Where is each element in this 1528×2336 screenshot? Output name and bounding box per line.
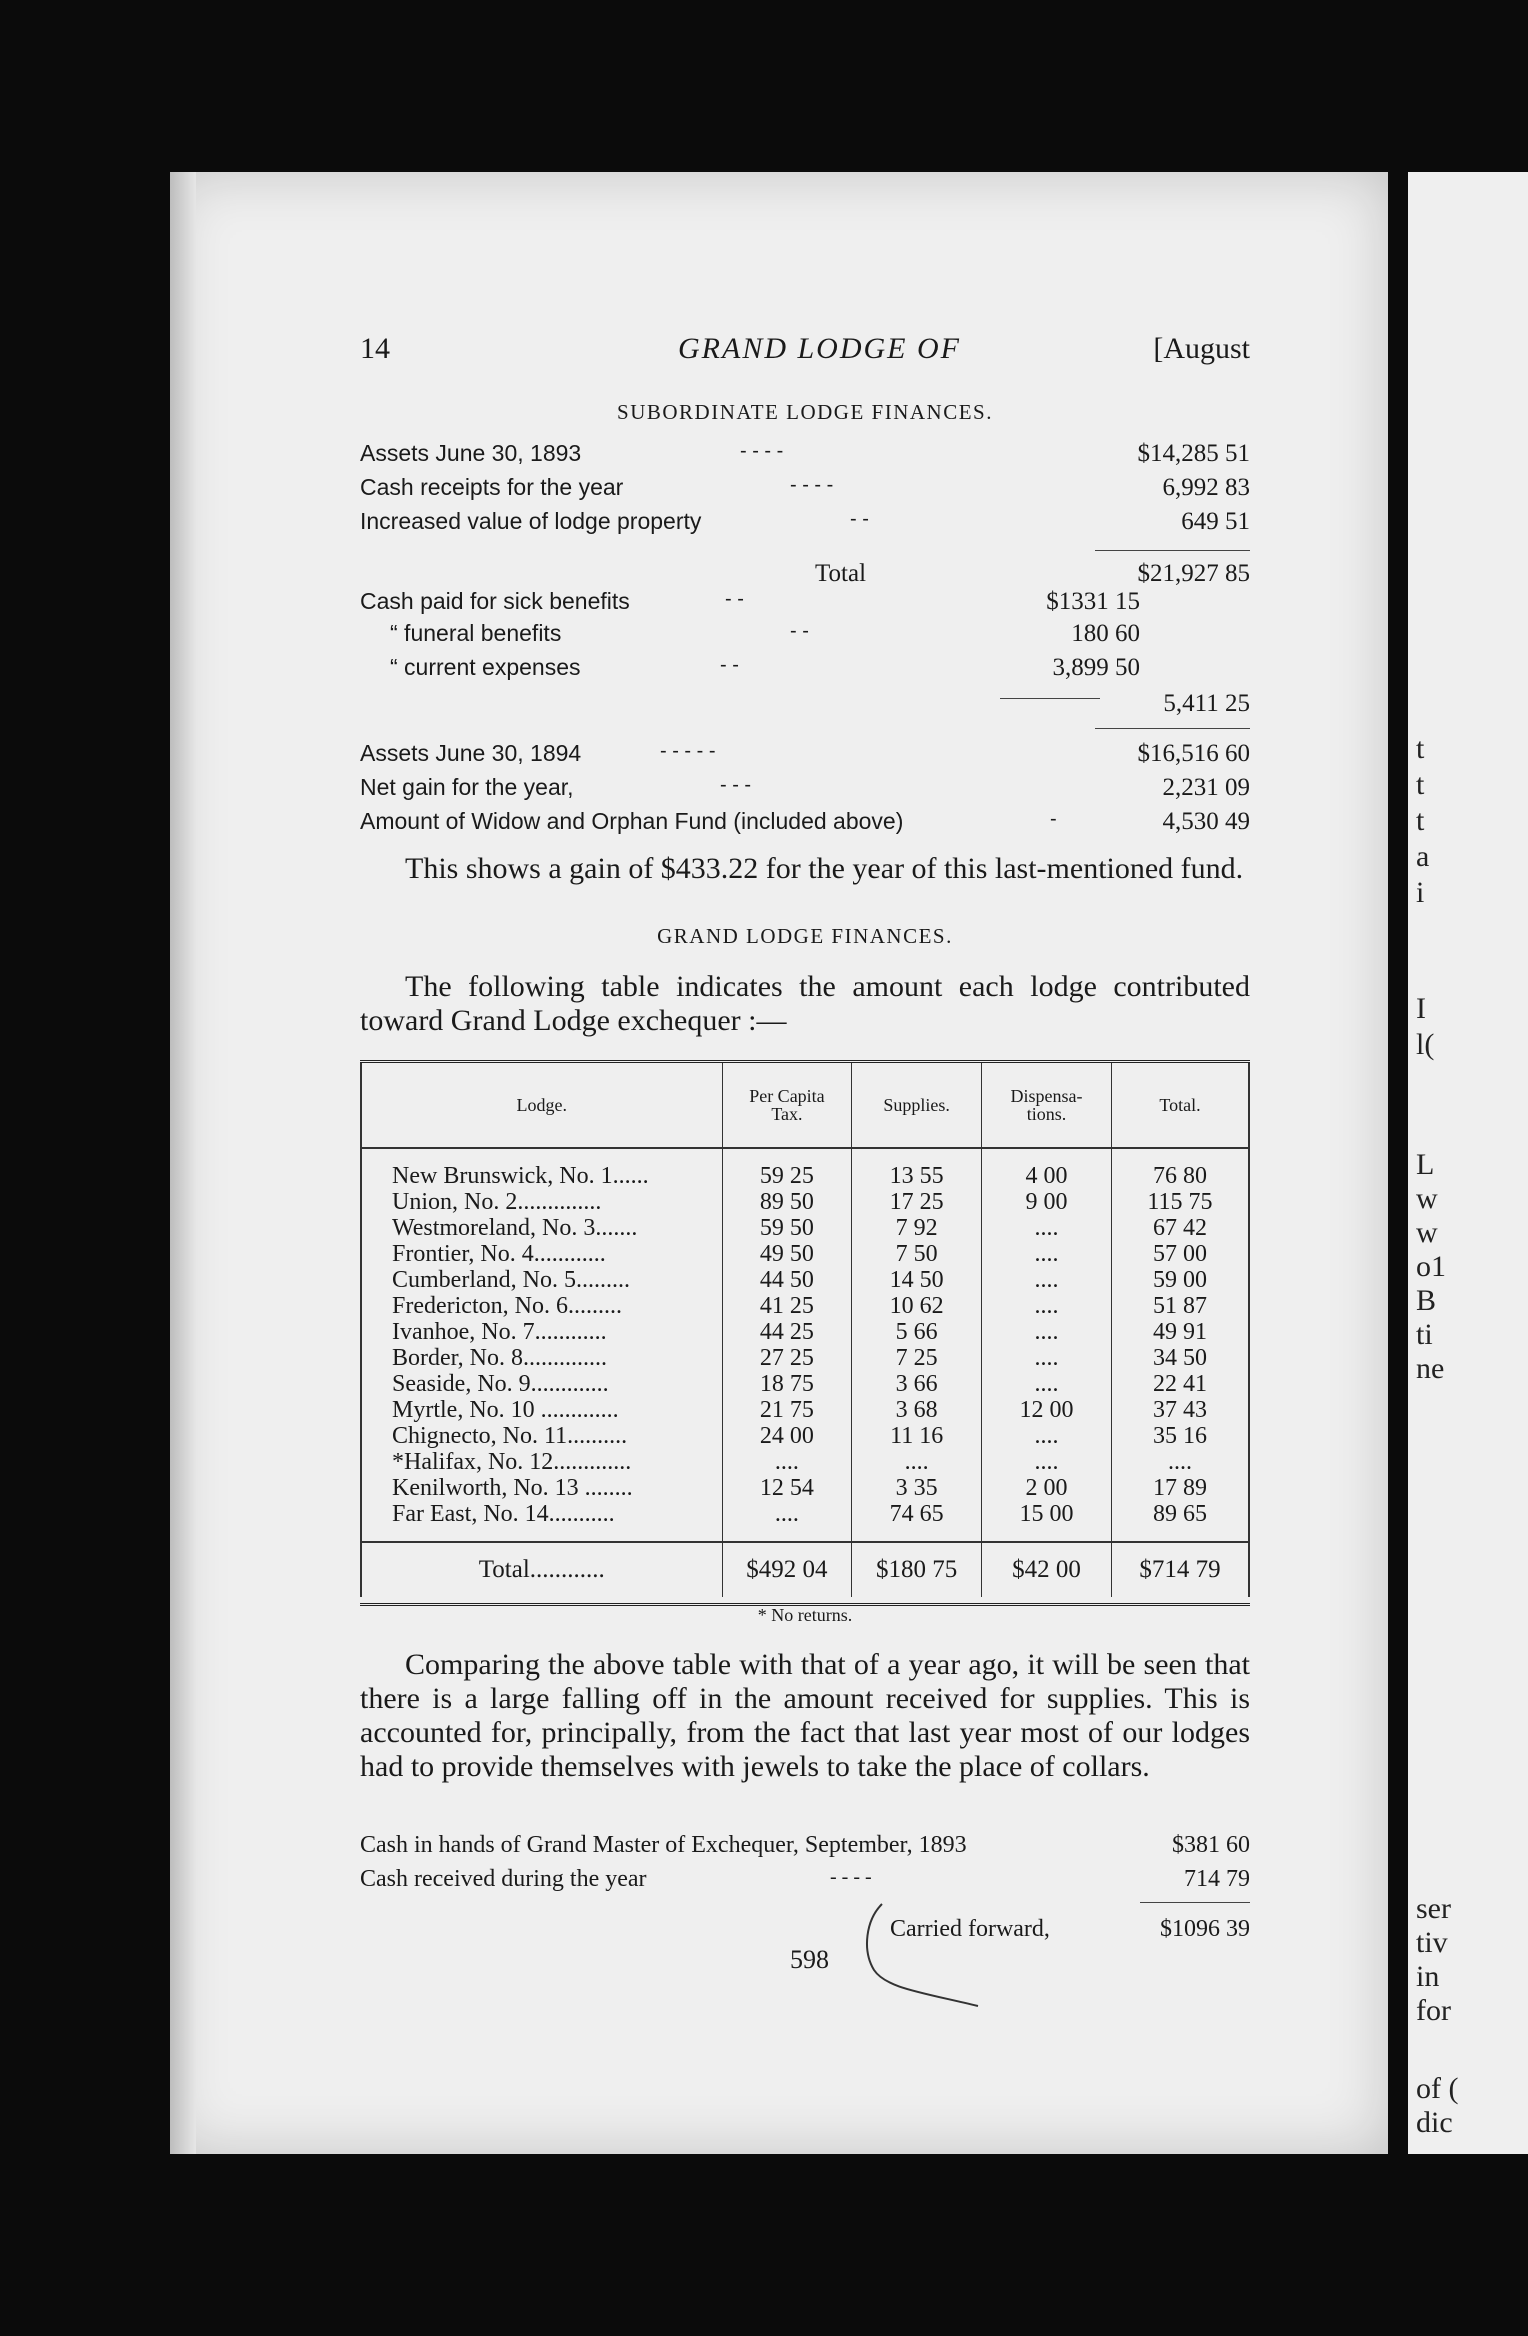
per-capita-tax: 49 50	[722, 1241, 852, 1267]
sum-rule	[1095, 728, 1250, 729]
facing-page-fragment: o1	[1416, 1250, 1446, 1283]
paid-row	[360, 620, 1250, 652]
lodge-total: 49 91	[1111, 1319, 1249, 1345]
facing-page-fragment: t	[1416, 804, 1425, 837]
lodge-total: ....	[1111, 1449, 1249, 1475]
dispensations: 12 00	[982, 1397, 1112, 1423]
supplies: 10 62	[852, 1293, 982, 1319]
per-capita-tax: 59 50	[722, 1215, 852, 1241]
finance-label: Net gain for the year,	[360, 774, 574, 800]
grand-total: $714 79	[1111, 1542, 1249, 1597]
supplies: 11 16	[852, 1423, 982, 1449]
facing-page-fragment: w	[1416, 1182, 1438, 1215]
section-title-subordinate: SUBORDINATE LODGE FINANCES.	[617, 400, 993, 424]
paid-row	[360, 588, 1250, 620]
lodge-total: 17 89	[1111, 1475, 1249, 1501]
lodge-total: 89 65	[1111, 1501, 1249, 1542]
leader-dashes: - - - - -	[660, 740, 716, 762]
column-header: Total.	[1111, 1063, 1249, 1148]
leader-dashes: - - -	[720, 774, 752, 796]
page-number: 14	[360, 332, 390, 365]
per-capita-tax: 41 25	[722, 1293, 852, 1319]
table-row	[361, 1293, 1249, 1319]
table-row	[361, 1423, 1249, 1449]
table-row	[361, 1319, 1249, 1345]
per-capita-tax: 18 75	[722, 1371, 852, 1397]
supplies: ....	[852, 1449, 982, 1475]
facing-page-fragment: B	[1416, 1284, 1437, 1317]
lodge-name: *Halifax, No. 12.............	[361, 1449, 722, 1475]
per-capita-tax: 21 75	[722, 1397, 852, 1423]
supplies: 7 25	[852, 1345, 982, 1371]
lodge-name: Union, No. 2..............	[361, 1189, 722, 1215]
finance-row	[360, 440, 1250, 472]
lodge-name: Border, No. 8..............	[361, 1345, 722, 1371]
lodge-name: Seaside, No. 9.............	[361, 1371, 722, 1397]
folio-number: 598	[790, 1945, 829, 1974]
facing-page-fragment: i	[1416, 876, 1425, 909]
table-row	[361, 1241, 1249, 1267]
supplies: 74 65	[852, 1501, 982, 1542]
lodge-total: 57 00	[1111, 1241, 1249, 1267]
table-row	[361, 1189, 1249, 1215]
cash-amount: $381 60	[1172, 1832, 1250, 1858]
per-capita-tax: 27 25	[722, 1345, 852, 1371]
column-header: Supplies.	[852, 1063, 982, 1148]
per-capita-tax: ....	[722, 1449, 852, 1475]
facing-page-fragment: ser	[1416, 1892, 1451, 1925]
carried-forward-amount: $1096 39	[1160, 1916, 1250, 1942]
carried-forward-label: Carried forward,	[890, 1916, 1050, 1942]
finance-label: Assets June 30, 1893	[360, 440, 582, 466]
lodge-total: 67 42	[1111, 1215, 1249, 1241]
leader-dashes: - -	[725, 588, 744, 610]
finance-amount: $16,516 60	[1137, 740, 1250, 767]
dispensations: ....	[982, 1423, 1112, 1449]
dispensations: 15 00	[982, 1501, 1112, 1542]
lodge-name: Far East, No. 14...........	[361, 1501, 722, 1542]
supplies: 7 92	[852, 1215, 982, 1241]
page-gutter-shadow	[170, 172, 196, 2154]
sum-rule	[1095, 550, 1250, 551]
lodge-name: Fredericton, No. 6.........	[361, 1293, 722, 1319]
per-capita-tax: 12 54	[722, 1475, 852, 1501]
running-month: [August	[1153, 332, 1250, 365]
dispensations: ....	[982, 1293, 1112, 1319]
lodge-total: 59 00	[1111, 1267, 1249, 1293]
lodge-total: 35 16	[1111, 1423, 1249, 1449]
column-header: Per Capita Tax.	[722, 1063, 852, 1148]
lodge-contributions-table	[360, 1060, 1250, 1606]
paid-label: “ current expenses	[390, 654, 581, 680]
facing-page-fragment: a	[1416, 840, 1430, 873]
lodge-name: Ivanhoe, No. 7............	[361, 1319, 722, 1345]
total-amount: $21,927 85	[1137, 560, 1250, 587]
cash-amount: 714 79	[1184, 1866, 1250, 1892]
leader-dashes: - - - -	[790, 474, 834, 496]
lodge-total: 22 41	[1111, 1371, 1249, 1397]
cash-row	[360, 1866, 1250, 1900]
per-capita-tax: 59 25	[722, 1148, 852, 1189]
paid-total-row	[360, 690, 1250, 722]
supplies: 3 66	[852, 1371, 982, 1397]
facing-page-fragment: w	[1416, 1216, 1438, 1249]
supplies: 3 68	[852, 1397, 982, 1423]
lodge-total: 34 50	[1111, 1345, 1249, 1371]
leader-dashes: - -	[720, 654, 739, 676]
lodge-name: Chignecto, No. 11..........	[361, 1423, 722, 1449]
lodge-total: 37 43	[1111, 1397, 1249, 1423]
dispensations: ....	[982, 1319, 1112, 1345]
lodge-total: 76 80	[1111, 1148, 1249, 1189]
facing-page-edge	[1408, 172, 1528, 2154]
total-dispensations: $42 00	[982, 1542, 1112, 1597]
finance-row	[360, 808, 1250, 840]
finance-amount: 6,992 83	[1162, 474, 1250, 501]
per-capita-tax: 24 00	[722, 1423, 852, 1449]
total-label: Total............	[361, 1542, 722, 1597]
table-row	[361, 1215, 1249, 1241]
table-row	[361, 1449, 1249, 1475]
facing-page-fragment: ne	[1416, 1352, 1445, 1385]
running-header	[360, 332, 1250, 372]
supplies: 14 50	[852, 1267, 982, 1293]
paid-amount: $1331 15	[1046, 588, 1140, 615]
lodge-name: Myrtle, No. 10 .............	[361, 1397, 722, 1423]
facing-page-fragment: in	[1416, 1960, 1440, 1993]
leader-dashes: - -	[850, 508, 869, 530]
dispensations: ....	[982, 1449, 1112, 1475]
column-header: Dispensa-tions.	[982, 1063, 1112, 1148]
finance-label: Increased value of lodge property	[360, 508, 702, 534]
dispensations: 2 00	[982, 1475, 1112, 1501]
pencil-bracket-mark	[860, 1900, 990, 2010]
paid-total-amount: 5,411 25	[1163, 690, 1250, 717]
facing-page-fragment: t	[1416, 768, 1425, 801]
lodge-name: Cumberland, No. 5.........	[361, 1267, 722, 1293]
table-header-row	[361, 1063, 1249, 1148]
finance-amount: 649 51	[1181, 508, 1250, 535]
table-row	[361, 1345, 1249, 1371]
leader-dashes: - -	[790, 620, 809, 642]
per-capita-tax: ....	[722, 1501, 852, 1542]
paid-row	[360, 654, 1250, 686]
total-per-capita-tax: $492 04	[722, 1542, 852, 1597]
facing-page-fragment: ti	[1416, 1318, 1433, 1351]
supplies: 7 50	[852, 1241, 982, 1267]
finance-amount: 2,231 09	[1162, 774, 1250, 801]
leader-dashes: - - - -	[830, 1866, 872, 1888]
per-capita-tax: 44 50	[722, 1267, 852, 1293]
leader-dashes: - - - -	[740, 440, 784, 462]
finance-row	[360, 474, 1250, 506]
comparison-paragraph: Comparing the above table with that of a year ago, it will be seen that there is a large falling off in the amount received for supplies. This is accounted for, principally, from the fact that last year most of our lodges had to provide themselves with jewels to take the place of collars.	[360, 1648, 1250, 1783]
dispensations: ....	[982, 1215, 1112, 1241]
table-intro: The following table indicates the amount each lodge contributed toward Grand Lodge exchequer :—	[360, 970, 1250, 1037]
lodge-total: 115 75	[1111, 1189, 1249, 1215]
supplies: 13 55	[852, 1148, 982, 1189]
dispensations: ....	[982, 1371, 1112, 1397]
facing-page-fragment: L	[1416, 1148, 1435, 1181]
table-row	[361, 1148, 1249, 1189]
section-title-grand: GRAND LODGE FINANCES.	[657, 924, 953, 948]
finance-amount: 4,530 49	[1162, 808, 1250, 835]
per-capita-tax: 44 25	[722, 1319, 852, 1345]
per-capita-tax: 89 50	[722, 1189, 852, 1215]
table-row	[361, 1475, 1249, 1501]
lodge-total: 51 87	[1111, 1293, 1249, 1319]
supplies: 17 25	[852, 1189, 982, 1215]
table-row	[361, 1501, 1249, 1542]
paid-label: “ funeral benefits	[390, 620, 562, 646]
cash-label: Cash in hands of Grand Master of Exchequer, September, 1893	[360, 1832, 967, 1858]
cash-row	[360, 1832, 1250, 1866]
lodge-table	[360, 1063, 1250, 1597]
table-row	[361, 1267, 1249, 1293]
lodge-name: Westmoreland, No. 3.......	[361, 1215, 722, 1241]
table-row	[361, 1397, 1249, 1423]
table-footnote: * No returns.	[757, 1605, 853, 1625]
finance-label: Cash receipts for the year	[360, 474, 624, 500]
table-row	[361, 1371, 1249, 1397]
running-title: GRAND LODGE OF	[678, 332, 961, 365]
finance-label: Amount of Widow and Orphan Fund (included above)	[360, 808, 904, 834]
dispensations: ....	[982, 1241, 1112, 1267]
paid-amount: 180 60	[1071, 620, 1140, 647]
total-label: Total	[815, 560, 867, 587]
sum-rule	[1140, 1902, 1250, 1903]
facing-page-fragment: I	[1416, 992, 1426, 1025]
paid-label: Cash paid for sick benefits	[360, 588, 630, 614]
dispensations: 9 00	[982, 1189, 1112, 1215]
facing-page-fragment: of (	[1416, 2072, 1459, 2105]
cash-label: Cash received during the year	[360, 1866, 647, 1892]
table-total-row	[361, 1542, 1249, 1597]
lodge-name: Kenilworth, No. 13 ........	[361, 1475, 722, 1501]
finance-row	[360, 774, 1250, 806]
supplies: 5 66	[852, 1319, 982, 1345]
finance-amount: $14,285 51	[1137, 440, 1250, 467]
facing-page-fragment: l(	[1416, 1028, 1435, 1061]
total-supplies: $180 75	[852, 1542, 982, 1597]
leader-dashes: -	[1050, 808, 1057, 830]
finance-row	[360, 740, 1250, 772]
supplies: 3 35	[852, 1475, 982, 1501]
finance-row	[360, 508, 1250, 540]
facing-page-fragment: tiv	[1416, 1926, 1448, 1959]
paid-amount: 3,899 50	[1052, 654, 1140, 681]
facing-page-fragment: for	[1416, 1994, 1451, 2027]
dispensations: 4 00	[982, 1148, 1112, 1189]
lodge-name: New Brunswick, No. 1......	[361, 1148, 722, 1189]
finance-label: Assets June 30, 1894	[360, 740, 582, 766]
fund-note: This shows a gain of $433.22 for the year of this last-mentioned fund.	[405, 852, 1244, 885]
column-header: Lodge.	[361, 1063, 722, 1148]
facing-page-fragment: dic	[1416, 2106, 1453, 2139]
dispensations: ....	[982, 1267, 1112, 1293]
facing-page-fragment: t	[1416, 732, 1425, 765]
dispensations: ....	[982, 1345, 1112, 1371]
lodge-name: Frontier, No. 4............	[361, 1241, 722, 1267]
